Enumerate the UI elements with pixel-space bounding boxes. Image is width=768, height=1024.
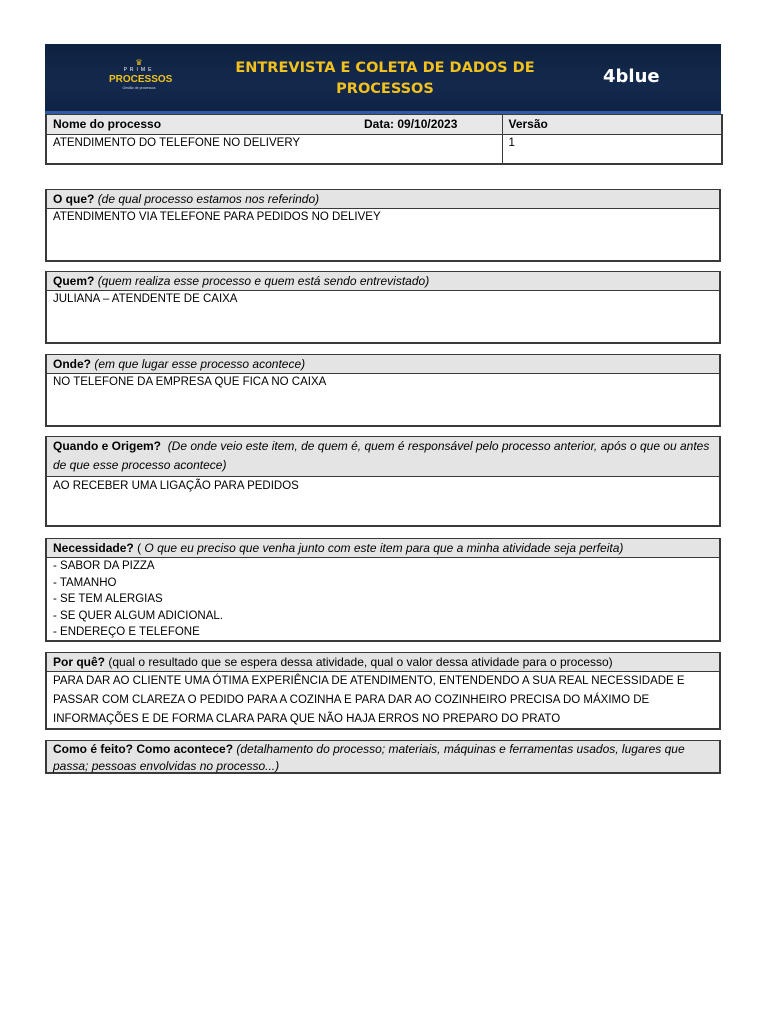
section-why — [45, 652, 721, 730]
list-item: - SE TEM ALERGIAS — [53, 593, 163, 606]
process-name-label: Nome do processo — [46, 115, 358, 135]
section-who-header — [47, 272, 719, 291]
section-why-hint: (qual o resultado que se espera dessa atividade, qual o valor dessa atividade para o processo) — [108, 655, 613, 669]
section-how-title: Como é feito? Como acontece? — [53, 742, 234, 756]
header-banner — [45, 44, 721, 114]
process-info-table — [45, 114, 723, 165]
title-line-1: ENTREVISTA E COLETA DE DADOS DE — [235, 60, 535, 76]
document-title — [215, 58, 555, 100]
date-label: Data: 09/10/2023 — [358, 115, 502, 135]
section-why-content: PARA DAR AO CLIENTE UMA ÓTIMA EXPERIÊNCIA DE ATENDIMENTO, ENTENDENDO A SUA REAL NECESSIDADE E PASSAR COM CLAREZA O PEDIDO PARA A COZINHA E PARA DAR AO COZINHEIRO PRECISA DO MÁXIMO DE INFORMAÇÕES E DE FORMA CLARA PARA QUE NÃO HAJA ERROS NO PREPARO DO PRATO — [53, 675, 685, 725]
section-need — [45, 538, 721, 642]
version-label: Versão — [502, 115, 722, 135]
process-name-value: ATENDIMENTO DO TELEFONE NO DELIVERY — [46, 135, 502, 165]
section-who-title: Quem? — [53, 274, 95, 288]
section-need-header — [47, 539, 719, 558]
section-when — [45, 436, 721, 527]
version-value: 1 — [502, 135, 722, 165]
section-how-hint: (detalhamento do processo; materiais, máquinas e ferramentas usados, lugares que passa; pessoas envolvidas no processo...) — [53, 742, 685, 773]
logo-text: blue — [615, 66, 660, 87]
logo-brand-text: PRIME — [123, 67, 155, 73]
logo-tagline-text: Gestão de processos — [122, 86, 156, 90]
logo-name-text: PROCESSOS — [109, 74, 173, 85]
list-item: - ENDEREÇO E TELEFONE — [53, 626, 200, 639]
section-what-title: O que? — [53, 192, 95, 206]
section-what-hint: (de qual processo estamos nos referindo) — [97, 192, 320, 206]
section-when-content: AO RECEBER UMA LIGAÇÃO PARA PEDIDOS — [53, 480, 299, 492]
section-when-hint: (De onde veio este item, de quem é, quem é responsável pelo processo anterior, após o que ou antes de que esse processo acontece) — [53, 439, 710, 472]
crown-icon: ♛ — [135, 58, 143, 67]
section-what-header — [47, 190, 719, 209]
list-item: - SE QUER ALGUM ADICIONAL. — [53, 609, 223, 622]
section-who-content: JULIANA – ATENDENTE DE CAIXA — [53, 293, 238, 305]
section-need-title: Necessidade? — [53, 541, 134, 555]
section-who — [45, 271, 721, 344]
logo-number: 4 — [603, 66, 616, 87]
section-need-list — [47, 558, 719, 641]
section-what — [45, 189, 721, 262]
section-where-content: NO TELEFONE DA EMPRESA QUE FICA NO CAIXA — [53, 376, 327, 388]
section-when-title: Quando e Origem? — [53, 439, 162, 453]
list-item: - SABOR DA PIZZA — [53, 560, 155, 572]
document-page — [45, 44, 721, 165]
list-item: - TAMANHO — [53, 576, 117, 589]
4blue-logo — [603, 66, 660, 87]
section-need-hint-prefix: ( — [137, 541, 145, 555]
section-who-hint: (quem realiza esse processo e quem está sendo entrevistado) — [97, 274, 430, 288]
section-need-hint: O que eu preciso que venha junto com este item para que a minha atividade seja perfeita) — [144, 541, 624, 555]
section-where-hint: (em que lugar esse processo acontece) — [94, 357, 306, 371]
section-where — [45, 354, 721, 427]
section-how — [45, 740, 721, 774]
section-where-header — [47, 355, 719, 374]
prime-processos-logo — [109, 58, 173, 104]
section-where-title: Onde? — [53, 357, 91, 371]
section-why-title: Por quê? — [53, 655, 106, 669]
section-how-header — [47, 741, 719, 772]
section-what-content: ATENDIMENTO VIA TELEFONE PARA PEDIDOS NO DELIVEY — [53, 211, 381, 223]
section-why-header — [47, 653, 719, 672]
section-when-header — [47, 437, 719, 477]
title-line-2: PROCESSOS — [336, 81, 434, 97]
